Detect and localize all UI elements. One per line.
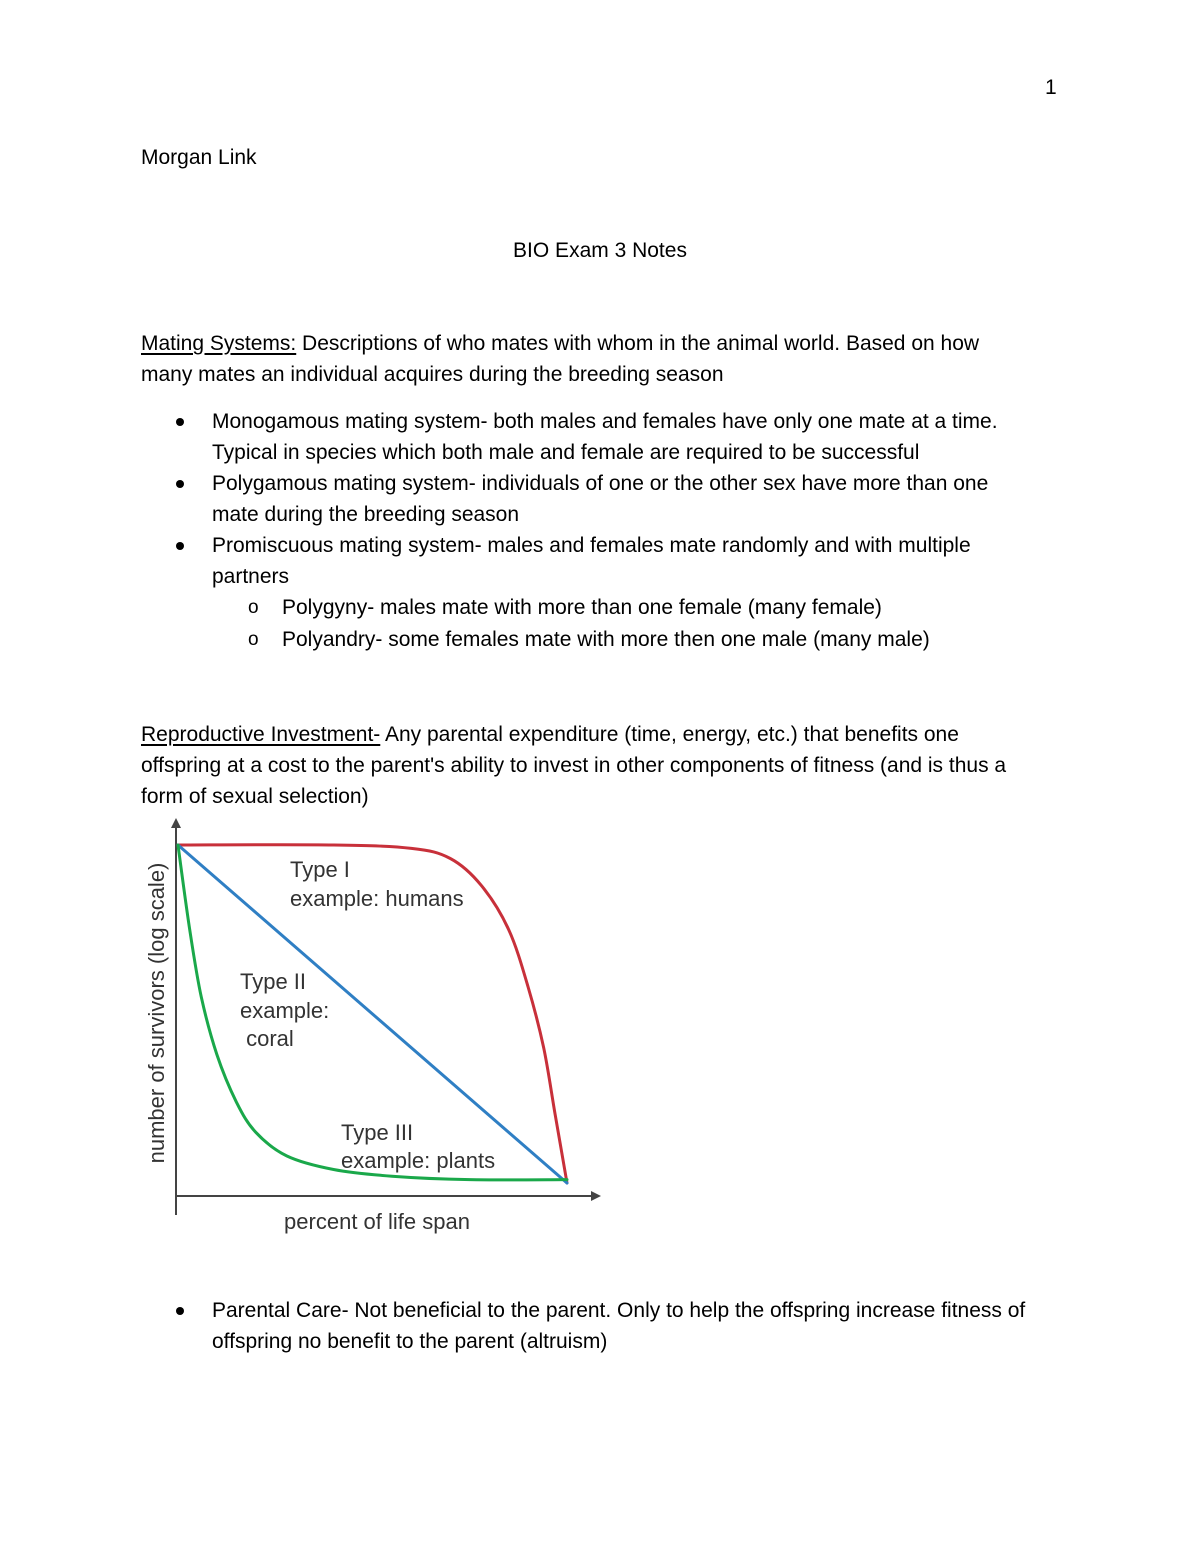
y-axis-label: number of survivors (log scale) [144, 862, 169, 1164]
bullet-monogamous-line1: Monogamous mating system- both males and females have only one mate at a time. [212, 410, 998, 433]
type1-label: Type I [290, 857, 350, 882]
sub-bullet-polygyny: Polygyny- males mate with more than one female (many female) [282, 596, 882, 619]
bullet-polygamous-line1: Polygamous mating system- individuals of one or the other sex have more than one [212, 472, 989, 495]
type2-label: Type II [240, 969, 307, 994]
reproductive-investment-heading: Reproductive Investment- [141, 723, 381, 746]
type3-example: example: plants [341, 1148, 496, 1173]
author-name: Morgan Link [141, 146, 257, 169]
x-axis-label: percent of life span [284, 1209, 470, 1234]
type2-example-line1: example: [240, 998, 330, 1023]
type2-example-line2: coral [240, 1026, 294, 1051]
reproductive-desc-line2: offspring at a cost to the parent's ability to invest in other components of fitness (and is thus a [141, 754, 1007, 777]
bullet-polygamous-line2: mate during the breeding season [212, 503, 520, 526]
sub-bullet-polyandry: Polyandry- some females mate with more then one male (many male) [282, 628, 930, 651]
mating-systems-desc-line1: Descriptions of who mates with whom in the animal world. Based on how [296, 332, 980, 355]
mating-systems-desc-line2: many mates an individual acquires during the breeding season [141, 363, 724, 386]
bullet-monogamous-line2: Typical in species which both male and female are required to be successful [212, 441, 920, 464]
bullet-dot [176, 1307, 184, 1315]
sub-bullet-marker: o [248, 629, 259, 650]
page-number: 1 [1045, 76, 1057, 99]
type1-example: example: humans [290, 886, 464, 911]
reproductive-desc-line1: Any parental expenditure (time, energy, etc.) that benefits one [380, 723, 959, 746]
sub-bullet-marker: o [248, 597, 259, 618]
bullet-promiscuous-line1: Promiscuous mating system- males and females mate randomly and with multiple [212, 534, 971, 557]
bullet-promiscuous-line2: partners [212, 565, 290, 588]
reproductive-desc-line3: form of sexual selection) [141, 785, 369, 808]
type3-label: Type III [341, 1120, 414, 1145]
document-title: BIO Exam 3 Notes [513, 239, 687, 262]
parental-care-line2: offspring no benefit to the parent (altruism) [212, 1330, 608, 1353]
parental-care-line1: Parental Care- Not beneficial to the parent. Only to help the offspring increase fitness of [212, 1299, 1026, 1322]
mating-systems-heading: Mating Systems: [141, 332, 297, 355]
